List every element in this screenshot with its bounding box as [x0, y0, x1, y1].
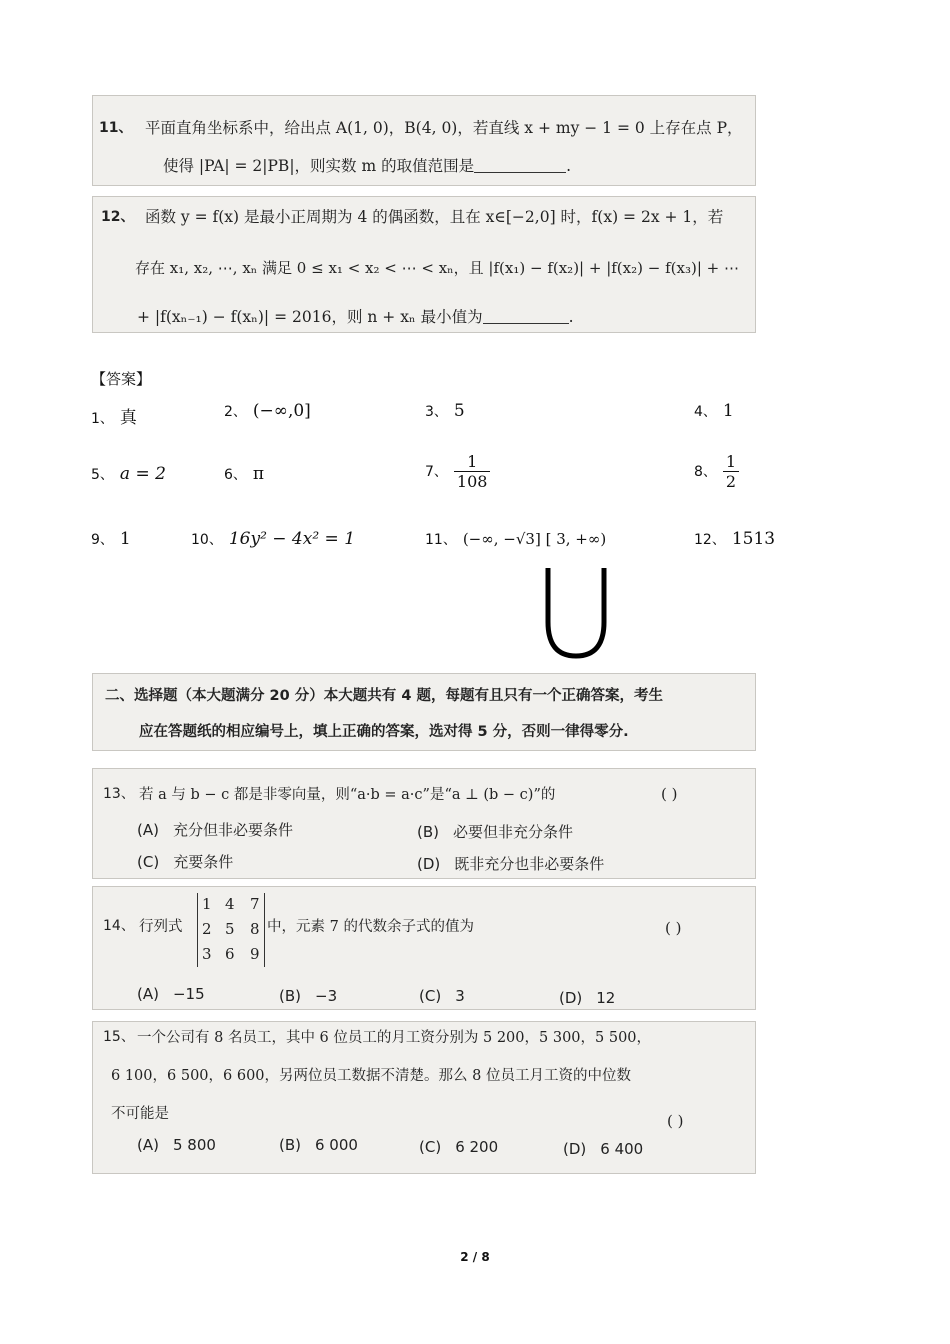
answer-9-label: 9、: [91, 532, 114, 548]
union-symbol-icon: [540, 566, 612, 660]
question-11-end: .: [566, 157, 572, 175]
question-15-scan: [92, 1021, 756, 1174]
answer-1: [91, 403, 137, 428]
question-12-line-3: [137, 305, 574, 327]
answer-10: [191, 529, 355, 549]
question-14-pre: 行列式: [139, 919, 183, 935]
answer-7: [425, 452, 490, 491]
option-text: 6 400: [600, 1140, 644, 1158]
option-text: 6 200: [455, 1138, 499, 1156]
question-12-number: 12、: [101, 209, 135, 225]
question-11-line-1: 平面直角坐标系中，给出点 A(1, 0)，B(4, 0)，若直线 x + my − 1 = 0 上存在点 P，: [145, 119, 743, 137]
question-15-option-c: [419, 1138, 498, 1156]
option-label: (C): [419, 987, 442, 1005]
determinant-matrix: [197, 893, 265, 967]
question-13-number: 13、: [103, 786, 135, 802]
answers-heading: 【答案】: [91, 370, 152, 388]
option-text: 3: [455, 987, 465, 1005]
answer-5-label: 5、: [91, 467, 114, 483]
option-text: 12: [596, 989, 616, 1007]
question-15-option-a: [137, 1136, 216, 1154]
matrix-cell: 2: [202, 920, 212, 938]
question-15-line-2: 6 100，6 500，6 600，另两位员工数据不清楚。那么 8 位员工月工资的中位数: [111, 1068, 631, 1084]
option-text: −15: [172, 985, 205, 1003]
question-13-answer-paren: ( ): [661, 785, 678, 803]
question-14-option-c: [419, 987, 465, 1005]
answer-6-value: π: [252, 464, 265, 484]
question-12-line-1: 函数 y = f(x) 是最小正周期为 4 的偶函数，且在 x∈[−2,0] 时，f(x) = 2x + 1，若: [145, 208, 724, 226]
answer-4-label: 4、: [694, 404, 717, 420]
question-14-post: 中，元素 7 的代数余子式的值为: [267, 919, 474, 935]
answer-7-label: 7、: [425, 464, 448, 480]
option-label: (A): [137, 985, 159, 1003]
question-12-line-3-text: + |f(xₙ₋₁) − f(xₙ)| = 2016，则 n + xₙ 最小值为: [137, 308, 483, 326]
answer-2: [224, 401, 311, 421]
answer-6: [224, 464, 264, 484]
question-14-scan: [92, 886, 756, 1010]
option-text: 必要但非充分条件: [453, 823, 574, 841]
answer-5-value: a = 2: [119, 464, 166, 484]
option-text: 5 800: [172, 1136, 216, 1154]
option-label: (C): [137, 853, 160, 871]
answer-2-label: 2、: [224, 404, 247, 420]
question-11-line-2-text: 使得 |PA| = 2|PB|，则实数 m 的取值范围是: [163, 157, 475, 175]
answer-1-label: 1、: [91, 411, 114, 427]
question-12-end: .: [568, 308, 574, 326]
answer-6-label: 6、: [224, 467, 247, 483]
question-15-option-b: [279, 1136, 358, 1154]
answer-blank: [483, 309, 569, 324]
option-label: (A): [137, 1136, 159, 1154]
option-text: −3: [315, 987, 338, 1005]
answer-3: [425, 401, 465, 421]
section-2-line-1: 二、选择题（本大题满分 20 分）本大题共有 4 题，每题有且只有一个正确答案，考生: [105, 688, 663, 704]
option-text: 6 000: [315, 1136, 358, 1154]
question-15-line-1: 一个公司有 8 名员工，其中 6 位员工的月工资分别为 5 200，5 300，5 500，: [137, 1030, 652, 1046]
question-15-answer-paren: ( ): [667, 1112, 684, 1130]
answer-3-label: 3、: [425, 404, 448, 420]
question-13-option-b: [417, 821, 573, 842]
option-label: (A): [137, 821, 159, 839]
answer-12-label: 12、: [694, 532, 726, 548]
option-text: 充要条件: [173, 853, 234, 871]
matrix-cell: 4: [225, 895, 235, 913]
question-13-stem: 若 a 与 b − c 都是非零向量，则“a·b = a·c”是“a ⊥ (b − c)”的: [139, 787, 556, 803]
question-13-option-a: [137, 819, 293, 840]
answer-2-value: (−∞,0]: [252, 401, 311, 421]
section-2-heading-scan: [92, 673, 756, 751]
option-text: 充分但非必要条件: [172, 821, 293, 839]
question-11-number: 11、: [99, 120, 133, 136]
matrix-cell: 3: [202, 945, 212, 963]
matrix-cell: 1: [202, 895, 212, 913]
answer-12-value: 1513: [731, 529, 776, 549]
answer-12: [694, 529, 775, 549]
question-15-option-d: [563, 1140, 643, 1158]
answer-blank: [474, 158, 566, 173]
option-text: 既非充分也非必要条件: [454, 855, 605, 873]
fraction-denominator: 2: [725, 472, 737, 491]
answer-1-value: 真: [119, 408, 137, 428]
page-number: 2 / 8: [460, 1250, 490, 1264]
question-13-option-c: [137, 851, 233, 872]
matrix-cell: 9: [250, 945, 260, 963]
answer-3-value: 5: [453, 401, 465, 421]
matrix-cell: 7: [250, 895, 260, 913]
question-14-answer-paren: ( ): [665, 919, 682, 937]
option-label: (D): [417, 855, 441, 873]
option-label: (C): [419, 1138, 442, 1156]
option-label: (D): [559, 989, 583, 1007]
question-12-line-2: 存在 x₁, x₂, ⋯, xₙ 满足 0 ≤ x₁ < x₂ < ⋯ < xₙ，且 |f(x₁) − f(x₂)| + |f(x₂) − f(x₃)| + ⋯: [135, 259, 739, 277]
question-15-line-3: 不可能是: [111, 1106, 169, 1122]
matrix-cell: 8: [250, 920, 260, 938]
section-2-line-2: 应在答题纸的相应编号上，填上正确的答案，选对得 5 分，否则一律得零分.: [139, 724, 629, 740]
answer-9: [91, 529, 131, 549]
answer-8-label: 8、: [694, 464, 717, 480]
option-label: (D): [563, 1140, 587, 1158]
fraction-denominator: 108: [456, 472, 488, 491]
answer-10-label: 10、: [191, 532, 223, 548]
answer-10-value: 16y² − 4x² = 1: [228, 529, 356, 549]
option-label: (B): [417, 823, 439, 841]
answer-11-value: (−∞, −√3] [ 3, +∞): [462, 530, 607, 548]
option-label: (B): [279, 1136, 301, 1154]
question-12-scan: [92, 196, 756, 333]
answer-8: [694, 452, 739, 491]
answer-4-value: 1: [722, 401, 734, 421]
answer-8-fraction: [723, 452, 739, 491]
answer-11: [425, 529, 606, 549]
option-label: (B): [279, 987, 301, 1005]
question-13-option-d: [417, 853, 604, 874]
answer-4: [694, 401, 734, 421]
answer-5: [91, 464, 166, 484]
matrix-cell: 5: [225, 920, 235, 938]
answer-7-fraction: [454, 452, 491, 491]
question-14-option-a: [137, 985, 205, 1003]
matrix-cell: 6: [225, 945, 235, 963]
question-13-scan: [92, 768, 756, 879]
question-11-line-2: [163, 154, 571, 176]
question-15-number: 15、: [103, 1029, 135, 1045]
question-11-scan: [92, 95, 756, 186]
fraction-numerator: 1: [723, 452, 739, 472]
fraction-numerator: 1: [454, 452, 491, 472]
question-14-option-b: [279, 987, 337, 1005]
question-14-option-d: [559, 989, 615, 1007]
answer-9-value: 1: [119, 529, 131, 549]
answer-11-label: 11、: [425, 532, 457, 548]
question-14-number: 14、: [103, 918, 135, 934]
